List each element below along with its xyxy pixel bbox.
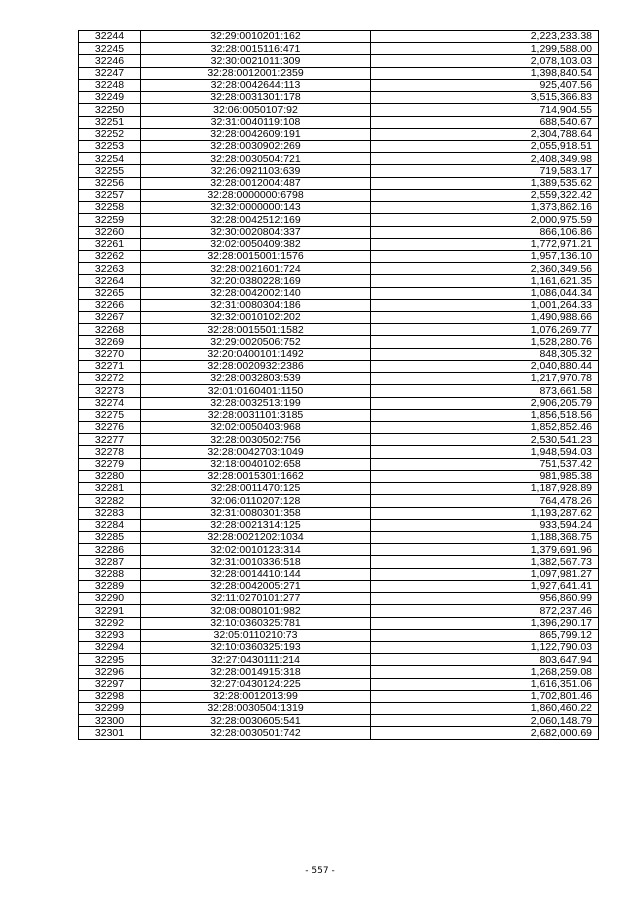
record-number-cell: 32256: [79, 177, 141, 189]
amount-cell: 1,373,862.16: [371, 202, 599, 214]
record-number-cell: 32255: [79, 165, 141, 177]
cadastral-number-cell: 32:28:0042002:140: [141, 287, 371, 299]
table-row: [79, 287, 599, 299]
cadastral-number-cell: 32:18:0040102:658: [141, 458, 371, 470]
record-number-cell: 32246: [79, 55, 141, 67]
table-row: [79, 140, 599, 152]
record-number-cell: 32289: [79, 580, 141, 592]
record-number-cell: 32267: [79, 312, 141, 324]
record-number-cell: 32261: [79, 238, 141, 250]
amount-cell: 1,268,259.08: [371, 666, 599, 678]
cadastral-number-cell: 32:02:0050409:382: [141, 238, 371, 250]
record-number-cell: 32244: [79, 31, 141, 43]
amount-cell: 2,559,322.42: [371, 189, 599, 201]
amount-cell: 2,682,000.69: [371, 727, 599, 739]
table-row: [79, 690, 599, 702]
amount-cell: 1,299,588.00: [371, 43, 599, 55]
record-number-cell: 32294: [79, 641, 141, 653]
cadastral-number-cell: 32:26:0921103:639: [141, 165, 371, 177]
amount-cell: 1,086,044.34: [371, 287, 599, 299]
amount-cell: 872,237.46: [371, 605, 599, 617]
table-row: [79, 324, 599, 336]
record-number-cell: 32295: [79, 654, 141, 666]
amount-cell: 714,904.55: [371, 104, 599, 116]
table-row: [79, 128, 599, 140]
table-row: [79, 568, 599, 580]
table-row: [79, 79, 599, 91]
amount-cell: 1,379,691.96: [371, 544, 599, 556]
amount-cell: 2,055,918.51: [371, 140, 599, 152]
record-number-cell: 32271: [79, 360, 141, 372]
record-number-cell: 32249: [79, 92, 141, 104]
table-row: [79, 531, 599, 543]
cadastral-number-cell: 32:28:0030902:269: [141, 140, 371, 152]
record-number-cell: 32276: [79, 422, 141, 434]
amount-cell: 719,583.17: [371, 165, 599, 177]
amount-cell: 865,799.12: [371, 629, 599, 641]
record-number-cell: 32280: [79, 470, 141, 482]
table-row: [79, 67, 599, 79]
table-row: [79, 165, 599, 177]
record-number-cell: 32266: [79, 299, 141, 311]
amount-cell: 2,906,205.79: [371, 397, 599, 409]
record-number-cell: 32288: [79, 568, 141, 580]
amount-cell: 1,948,594.03: [371, 446, 599, 458]
table-row: [79, 495, 599, 507]
table-row: [79, 629, 599, 641]
table-row: [79, 250, 599, 262]
cadastral-number-cell: 32:28:0014915:318: [141, 666, 371, 678]
cadastral-number-cell: 32:28:0030502:756: [141, 434, 371, 446]
record-number-cell: 32257: [79, 189, 141, 201]
cadastral-number-cell: 32:06:0050107:92: [141, 104, 371, 116]
table-row: [79, 446, 599, 458]
amount-cell: 925,407.56: [371, 79, 599, 91]
cadastral-number-cell: 32:28:0030605:541: [141, 715, 371, 727]
cadastral-number-cell: 32:31:0010336:518: [141, 556, 371, 568]
cadastral-number-cell: 32:28:0030504:1319: [141, 703, 371, 715]
cadastral-number-cell: 32:10:0360325:193: [141, 641, 371, 653]
cadastral-number-cell: 32:28:0014410:144: [141, 568, 371, 580]
table-row: [79, 593, 599, 605]
cadastral-number-cell: 32:27:0430124:225: [141, 678, 371, 690]
amount-cell: 1,001,264.33: [371, 299, 599, 311]
table-row: [79, 299, 599, 311]
record-number-cell: 32248: [79, 79, 141, 91]
cadastral-number-cell: 32:10:0360325:781: [141, 617, 371, 629]
cadastral-number-cell: 32:29:0020506:752: [141, 336, 371, 348]
table-row: [79, 422, 599, 434]
amount-cell: 1,528,280.76: [371, 336, 599, 348]
cadastral-number-cell: 32:30:0021011:309: [141, 55, 371, 67]
cadastral-number-cell: 32:28:0032513:199: [141, 397, 371, 409]
cadastral-number-cell: 32:28:0015001:1576: [141, 250, 371, 262]
amount-cell: 1,193,287.62: [371, 507, 599, 519]
table-row: [79, 373, 599, 385]
cadastral-number-cell: 32:28:0042005:271: [141, 580, 371, 592]
amount-cell: 1,856,518.56: [371, 409, 599, 421]
cadastral-number-cell: 32:28:0042703:1049: [141, 446, 371, 458]
page-number: - 557 -: [305, 866, 335, 876]
table-row: [79, 177, 599, 189]
cadastral-number-cell: 32:28:0011470:125: [141, 483, 371, 495]
record-number-cell: 32291: [79, 605, 141, 617]
record-number-cell: 32252: [79, 128, 141, 140]
amount-cell: 1,187,928.89: [371, 483, 599, 495]
cadastral-number-cell: 32:11:0270101:277: [141, 593, 371, 605]
cadastral-number-cell: 32:28:0012013:99: [141, 690, 371, 702]
amount-cell: 2,060,148.79: [371, 715, 599, 727]
amount-cell: 873,661.58: [371, 385, 599, 397]
record-number-cell: 32273: [79, 385, 141, 397]
cadastral-number-cell: 32:32:0010102:202: [141, 312, 371, 324]
record-number-cell: 32300: [79, 715, 141, 727]
amount-cell: 1,161,621.35: [371, 275, 599, 287]
record-number-cell: 32259: [79, 214, 141, 226]
cadastral-number-cell: 32:27:0430111:214: [141, 654, 371, 666]
table-row: [79, 263, 599, 275]
record-number-cell: 32287: [79, 556, 141, 568]
table-row: [79, 617, 599, 629]
cadastral-number-cell: 32:31:0080304:186: [141, 299, 371, 311]
cadastral-number-cell: 32:06:0110207:128: [141, 495, 371, 507]
amount-cell: 2,360,349.56: [371, 263, 599, 275]
table-row: [79, 544, 599, 556]
cadastral-number-cell: 32:28:0032803:539: [141, 373, 371, 385]
record-number-cell: 32301: [79, 727, 141, 739]
table-row: [79, 409, 599, 421]
amount-cell: 2,304,788.64: [371, 128, 599, 140]
record-number-cell: 32251: [79, 116, 141, 128]
amount-cell: 933,594.24: [371, 519, 599, 531]
amount-cell: 1,616,351.06: [371, 678, 599, 690]
table-row: [79, 434, 599, 446]
amount-cell: 1,396,290.17: [371, 617, 599, 629]
cadastral-number-cell: 32:02:0050403:968: [141, 422, 371, 434]
table-row: [79, 666, 599, 678]
record-number-cell: 32293: [79, 629, 141, 641]
table-row: [79, 470, 599, 482]
record-number-cell: 32254: [79, 153, 141, 165]
table-row: [79, 507, 599, 519]
amount-cell: 1,490,988.66: [371, 312, 599, 324]
cadastral-number-cell: 32:31:0080301:358: [141, 507, 371, 519]
table-row: [79, 202, 599, 214]
record-number-cell: 32265: [79, 287, 141, 299]
table-row: [79, 348, 599, 360]
amount-cell: 3,515,366.83: [371, 92, 599, 104]
cadastral-number-cell: 32:29:0010201:162: [141, 31, 371, 43]
table-row: [79, 483, 599, 495]
cadastral-number-cell: 32:28:0021202:1034: [141, 531, 371, 543]
record-number-cell: 32274: [79, 397, 141, 409]
cadastral-number-cell: 32:32:0000000:143: [141, 202, 371, 214]
cadastral-number-cell: 32:28:0000000:6798: [141, 189, 371, 201]
cadastral-number-cell: 32:05:0110210:73: [141, 629, 371, 641]
record-number-cell: 32296: [79, 666, 141, 678]
cadastral-number-cell: 32:28:0015501:1582: [141, 324, 371, 336]
amount-cell: 2,000,975.59: [371, 214, 599, 226]
cadastral-number-cell: 32:28:0021314:125: [141, 519, 371, 531]
records-table: [78, 30, 599, 740]
records-table-body: [79, 31, 599, 740]
cadastral-number-cell: 32:28:0042644:113: [141, 79, 371, 91]
amount-cell: 1,122,790.03: [371, 641, 599, 653]
record-number-cell: 32263: [79, 263, 141, 275]
cadastral-number-cell: 32:28:0015301:1662: [141, 470, 371, 482]
cadastral-number-cell: 32:28:0031301:178: [141, 92, 371, 104]
table-row: [79, 641, 599, 653]
table-row: [79, 458, 599, 470]
amount-cell: 1,702,801.46: [371, 690, 599, 702]
table-row: [79, 605, 599, 617]
record-number-cell: 32290: [79, 593, 141, 605]
record-number-cell: 32245: [79, 43, 141, 55]
table-row: [79, 336, 599, 348]
table-row: [79, 715, 599, 727]
amount-cell: 1,957,136.10: [371, 250, 599, 262]
cadastral-number-cell: 32:30:0020804:337: [141, 226, 371, 238]
record-number-cell: 32247: [79, 67, 141, 79]
table-row: [79, 189, 599, 201]
table-row: [79, 226, 599, 238]
record-number-cell: 32292: [79, 617, 141, 629]
record-number-cell: 32268: [79, 324, 141, 336]
table-row: [79, 43, 599, 55]
record-number-cell: 32262: [79, 250, 141, 262]
table-row: [79, 312, 599, 324]
record-number-cell: 32260: [79, 226, 141, 238]
cadastral-number-cell: 32:20:0380228:169: [141, 275, 371, 287]
amount-cell: 803,647.94: [371, 654, 599, 666]
amount-cell: 1,927,641.41: [371, 580, 599, 592]
cadastral-number-cell: 32:28:0021601:724: [141, 263, 371, 275]
amount-cell: 764,478.26: [371, 495, 599, 507]
table-row: [79, 214, 599, 226]
cadastral-number-cell: 32:20:0400101:1492: [141, 348, 371, 360]
table-row: [79, 654, 599, 666]
record-number-cell: 32283: [79, 507, 141, 519]
table-row: [79, 727, 599, 739]
table-row: [79, 703, 599, 715]
amount-cell: 1,217,970.78: [371, 373, 599, 385]
amount-cell: 2,408,349.98: [371, 153, 599, 165]
amount-cell: 1,188,368.75: [371, 531, 599, 543]
table-row: [79, 92, 599, 104]
amount-cell: 866,106.86: [371, 226, 599, 238]
table-row: [79, 31, 599, 43]
table-row: [79, 397, 599, 409]
amount-cell: 1,398,840.54: [371, 67, 599, 79]
table-row: [79, 678, 599, 690]
table-row: [79, 519, 599, 531]
table-row: [79, 556, 599, 568]
record-number-cell: 32264: [79, 275, 141, 287]
record-number-cell: 32299: [79, 703, 141, 715]
table-row: [79, 55, 599, 67]
cadastral-number-cell: 32:08:0080101:982: [141, 605, 371, 617]
record-number-cell: 32253: [79, 140, 141, 152]
record-number-cell: 32282: [79, 495, 141, 507]
amount-cell: 688,540.67: [371, 116, 599, 128]
cadastral-number-cell: 32:02:0010123:314: [141, 544, 371, 556]
amount-cell: 1,772,971.21: [371, 238, 599, 250]
cadastral-number-cell: 32:28:0020932:2386: [141, 360, 371, 372]
amount-cell: 956,860.99: [371, 593, 599, 605]
cadastral-number-cell: 32:31:0040119:108: [141, 116, 371, 128]
record-number-cell: 32279: [79, 458, 141, 470]
amount-cell: 751,537.42: [371, 458, 599, 470]
table-row: [79, 116, 599, 128]
amount-cell: 2,040,880.44: [371, 360, 599, 372]
cadastral-number-cell: 32:28:0015116:471: [141, 43, 371, 55]
amount-cell: 1,382,567.73: [371, 556, 599, 568]
cadastral-number-cell: 32:28:0012001:2359: [141, 67, 371, 79]
amount-cell: 981,985.38: [371, 470, 599, 482]
cadastral-number-cell: 32:28:0042512:169: [141, 214, 371, 226]
record-number-cell: 32284: [79, 519, 141, 531]
record-number-cell: 32281: [79, 483, 141, 495]
cadastral-number-cell: 32:28:0030501:742: [141, 727, 371, 739]
amount-cell: 1,389,535.62: [371, 177, 599, 189]
cadastral-number-cell: 32:28:0030504:721: [141, 153, 371, 165]
amount-cell: 848,305.32: [371, 348, 599, 360]
cadastral-number-cell: 32:01:0160401:1150: [141, 385, 371, 397]
record-number-cell: 32250: [79, 104, 141, 116]
record-number-cell: 32286: [79, 544, 141, 556]
record-number-cell: 32269: [79, 336, 141, 348]
table-row: [79, 153, 599, 165]
record-number-cell: 32270: [79, 348, 141, 360]
record-number-cell: 32298: [79, 690, 141, 702]
table-row: [79, 385, 599, 397]
amount-cell: 2,078,103.03: [371, 55, 599, 67]
table-row: [79, 275, 599, 287]
record-number-cell: 32277: [79, 434, 141, 446]
record-number-cell: 32297: [79, 678, 141, 690]
amount-cell: 1,852,852.46: [371, 422, 599, 434]
amount-cell: 1,097,981.27: [371, 568, 599, 580]
table-row: [79, 104, 599, 116]
amount-cell: 2,530,541.23: [371, 434, 599, 446]
table-row: [79, 360, 599, 372]
record-number-cell: 32278: [79, 446, 141, 458]
record-number-cell: 32272: [79, 373, 141, 385]
cadastral-number-cell: 32:28:0031101:3185: [141, 409, 371, 421]
record-number-cell: 32275: [79, 409, 141, 421]
table-row: [79, 580, 599, 592]
amount-cell: 2,223,233.38: [371, 31, 599, 43]
amount-cell: 1,860,460.22: [371, 703, 599, 715]
cadastral-number-cell: 32:28:0012004:487: [141, 177, 371, 189]
record-number-cell: 32258: [79, 202, 141, 214]
record-number-cell: 32285: [79, 531, 141, 543]
amount-cell: 1,076,269.77: [371, 324, 599, 336]
cadastral-number-cell: 32:28:0042609:191: [141, 128, 371, 140]
table-row: [79, 238, 599, 250]
